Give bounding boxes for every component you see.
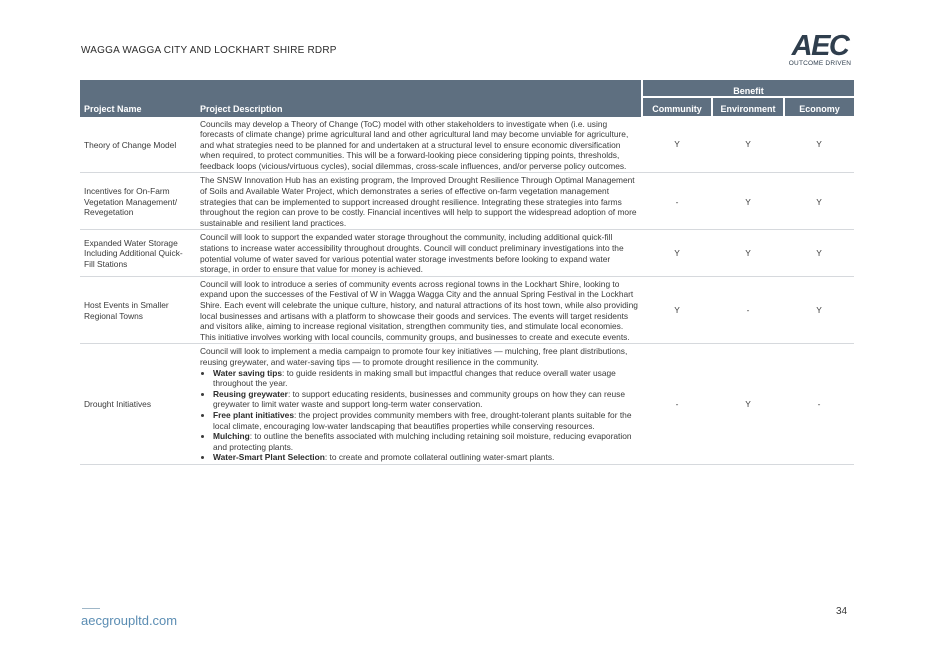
logo-tagline: OUTCOME DRIVEN (788, 60, 852, 67)
logo-text: AEC (791, 30, 849, 62)
aec-logo (786, 30, 854, 67)
list-item (213, 389, 638, 410)
col-header-benefit: Benefit (642, 80, 854, 97)
bullet-term: Water saving tips (213, 367, 283, 378)
bullet-term: Mulching (213, 431, 250, 442)
table-row (80, 276, 854, 344)
bullet-term: Free plant initiatives (213, 409, 294, 420)
footer-divider (82, 608, 100, 609)
col-header-community: Community (642, 97, 712, 116)
table-row (80, 173, 854, 230)
benefit-environment: Y (712, 230, 784, 276)
initiative-list (200, 368, 638, 463)
benefit-community: Y (642, 276, 712, 344)
benefit-economy: Y (784, 276, 854, 344)
project-description: Councils may develop a Theory of Change (ToC) model with other stakeholders to investigate when (i.e. using forecasts of climate change) prime agricultural land and other agricultural land may become unviable for agriculture, and what strategies need to be planned for and undertaken at a structural level to ensure economic diversification when required, to protect communities. This will be a forward-looking piece considering tipping points, thresholds, feedback loops (vicious/virtuous cycles), social dilemmas, cross-scale influences, and/or perverse policy outcomes. (196, 116, 642, 173)
project-name: Host Events in Smaller Regional Towns (80, 276, 196, 344)
bullet-term: Reusing greywater (213, 388, 288, 399)
benefit-community: - (642, 173, 712, 230)
benefit-community: Y (642, 116, 712, 173)
bullet-text: : the project provides community members with free, drought-tolerant plants suitable for the local climate, encouraging low-water landscaping that beautifies properties while conserving resources. (213, 409, 632, 431)
list-item (213, 410, 638, 431)
benefit-environment: Y (712, 116, 784, 173)
bullet-text: : to guide residents in making small but impactful changes that reduce overall water usage throughout the year. (213, 367, 616, 389)
col-header-project-description: Project Description (196, 80, 642, 116)
benefit-community: Y (642, 230, 712, 276)
list-item (213, 368, 638, 389)
project-name: Drought Initiatives (80, 344, 196, 465)
benefit-environment: Y (712, 344, 784, 465)
project-name: Incentives for On-Farm Vegetation Management/ Revegetation (80, 173, 196, 230)
col-header-economy: Economy (784, 97, 854, 116)
benefit-community: - (642, 344, 712, 465)
list-item (213, 452, 638, 463)
project-description: The SNSW Innovation Hub has an existing program, the Improved Drought Resilience Through Optimal Management of Soils and Available Water Project, which demonstrates a series of effective on-farm vegetation management strategies that can be implemented to support increased drought resilience. Integrating these strategies into farms throughout the region can prove to be costly. Financial incentives will help to support the widespread adoption of more sustainable and resilient land practices. (196, 173, 642, 230)
benefit-economy: - (784, 344, 854, 465)
bullet-text: : to support educating residents, businesses and community groups on how they can reuse greywater to limit water waste and support long-term water conservation. (213, 388, 625, 410)
list-item (213, 431, 638, 452)
page-number: 34 (836, 606, 848, 617)
project-name: Expanded Water Storage Including Additional Quick-Fill Stations (80, 230, 196, 276)
bullet-text: : to outline the benefits associated with mulching including retaining soil moisture, reducing evaporation and protecting plants. (213, 431, 632, 452)
table-row (80, 230, 854, 276)
project-description: Council will look to support the expanded water storage throughout the community, including additional quick-fill stations to increase water accessibility throughout droughts. Council will conduct preliminary investigations into the potential volume of water saved for various potential water storage investments before looking to expand water storage, in order to ensure that value for money is achieved. (196, 230, 642, 276)
footer-website-link[interactable]: aecgroupltd.com (81, 613, 178, 628)
table-row (80, 116, 854, 173)
project-description-list (196, 344, 642, 465)
bullet-term: Water-Smart Plant Selection (213, 452, 325, 463)
bullet-text: : to create and promote collateral outlining water-smart plants. (324, 452, 555, 463)
document-title: WAGGA WAGGA CITY AND LOCKHART SHIRE RDRP (81, 45, 337, 56)
col-header-project-name: Project Name (80, 80, 196, 116)
benefit-economy: Y (784, 116, 854, 173)
projects-table (80, 80, 854, 465)
table-row (80, 344, 854, 465)
benefit-economy: Y (784, 230, 854, 276)
benefit-environment: Y (712, 173, 784, 230)
benefit-environment: - (712, 276, 784, 344)
project-name: Theory of Change Model (80, 116, 196, 173)
col-header-environment: Environment (712, 97, 784, 116)
project-description: Council will look to implement a media campaign to promote four key initiatives — mulching, free plant distributions, reusing greywater, and water-saving tips — to promote drought resilience in the community. (200, 346, 628, 367)
project-description: Council will look to introduce a series of community events across regional towns in the Lockhart Shire, looking to expand upon the successes of the Festival of W in Wagga Wagga City and the annual Spring Festival in the Lockhart Shire. Each event will celebrate the unique culture, history, and natural attractions of its host town, while also providing local businesses and artisans with a platform to showcase their goods and services. The events will target residents and visitors alike, aiming to increase regional visitation, strengthen community ties, and stimulate local economies. This initiative involves working with local councils, community groups, and businesses to create and execute events. (196, 276, 642, 344)
benefit-economy: Y (784, 173, 854, 230)
